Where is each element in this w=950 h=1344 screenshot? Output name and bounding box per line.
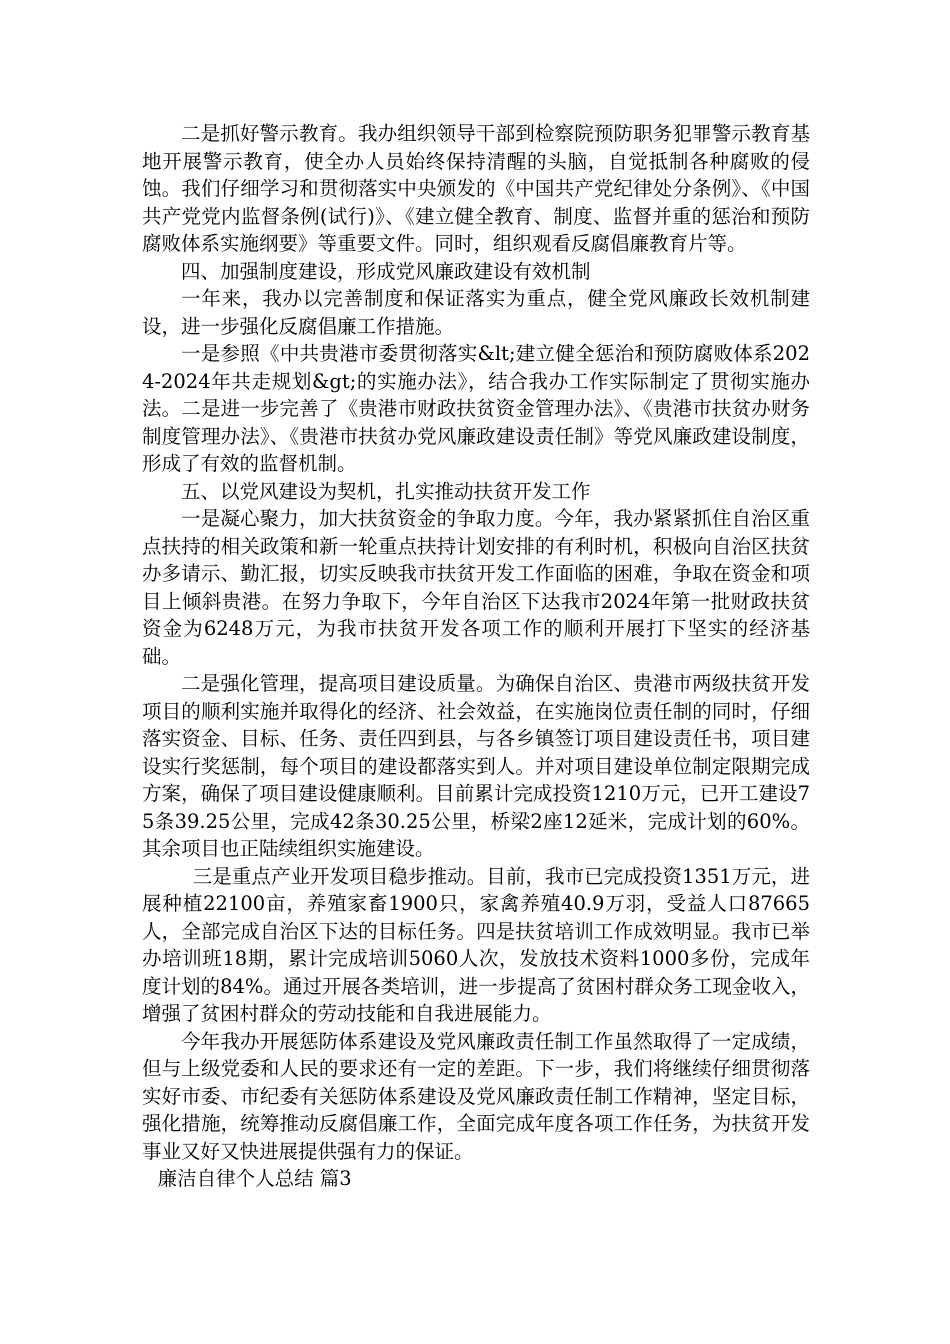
paragraph-system-rules: 一是参照《中共贵港市委贯彻落实&lt;建立健全惩治和预防腐败体系2024-2024年共走规划&gt;的实施办法》，结合我办工作实际制定了贯彻实施办法。二是进一步完善了《贵港市财政扶贫资金管理办法》、《贵港市扶贫办财务制度管理办法》、《贵港市扶贫办党风廉政建设责任制》等党风廉政建设制度，形成了有效的监督机制。: [142, 342, 810, 475]
paragraph-project-management: 二是强化管理，提高项目建设质量。为确保自治区、贵港市两级扶贫开发项目的顺利实施并取得化的经济、社会效益，在实施岗位责任制的同时，仔细落实资金、目标、任务、责任四到县，与各乡镇签订项目建设责任书，项目建设实行奖惩制，每个项目的建设都落实到人。并对项目建设单位制定限期完成方案，确保了项目建设健康顺利。目前累计完成投资1210万元，已开工建设75条39.25公里，完成42条30.25公里，桥梁2座12延米，完成计划的60%。其余项目也正陆续组织实施建设。: [142, 672, 810, 860]
section-title-part3: 廉洁自律个人总结 篇3: [157, 1167, 352, 1190]
document-body: [142, 120, 810, 1193]
paragraph-industry-training: 三是重点产业开发项目稳步推动。目前，我市已完成投资1351万元，进展种植22100亩，养殖家畜1900只，家禽养殖40.9万羽，受益人口87665人，全部完成自治区下达的目标任务。四是扶贫培训工作成效明显。我市已举办培训班18期，累计完成培训5060人次，发放技术资料1000多份，完成年度计划的84%。通过开展各类培训，进一步提高了贫困村群众务工现金收入，增强了贫困村群众的劳动技能和自我进展能力。: [142, 864, 810, 1025]
paragraph-funding: 一是凝心聚力，加大扶贫资金的争取力度。今年，我办紧紧抓住自治区重点扶持的相关政策和新一轮重点扶持计划安排的有利时机，积极向自治区扶贫办多请示、勤汇报，切实反映我市扶贫开发工作面临的困难，争取在资金和项目上倾斜贵港。在努力争取下，今年自治区下达我市2024年第一批财政扶贫资金为6248万元，为我市扶贫开发各项工作的顺利开展打下坚实的经济基础。: [142, 507, 810, 668]
section-heading-5: 五、以党风建设为契机，扎实推动扶贫开发工作: [181, 479, 591, 503]
section-heading-4: 四、加强制度建设，形成党风廉政建设有效机制: [181, 259, 591, 283]
paragraph-conclusion: 今年我办开展惩防体系建设及党风廉政责任制工作虽然取得了一定成绩，但与上级党委和人民的要求还有一定的差距。下一步，我们将继续仔细贯彻落实好市委、市纪委有关惩防体系建设及党风廉政责任制工作精神，坚定目标，强化措施，统筹推动反腐倡廉工作，全面完成年度各项工作任务，为扶贫开发事业又好又快进展提供强有力的保证。: [142, 1029, 810, 1163]
paragraph-warning-education: 二是抓好警示教育。我办组织领导干部到检察院预防职务犯罪警示教育基地开展警示教育，使全办人员始终保持清醒的头脑，自觉抵制各种腐败的侵蚀。我们仔细学习和贯彻落实中央颁发的《中国共产党纪律处分条例》、《中国共产党党内监督条例(试行)》、《建立健全教育、制度、监督并重的惩治和预防腐败体系实施纲要》等重要文件。同时，组织观看反腐倡廉教育片等。: [142, 122, 810, 255]
paragraph-mechanism-intro: 一年来，我办以完善制度和保证落实为重点，健全党风廉政长效机制建设，进一步强化反腐倡廉工作措施。: [142, 287, 810, 338]
